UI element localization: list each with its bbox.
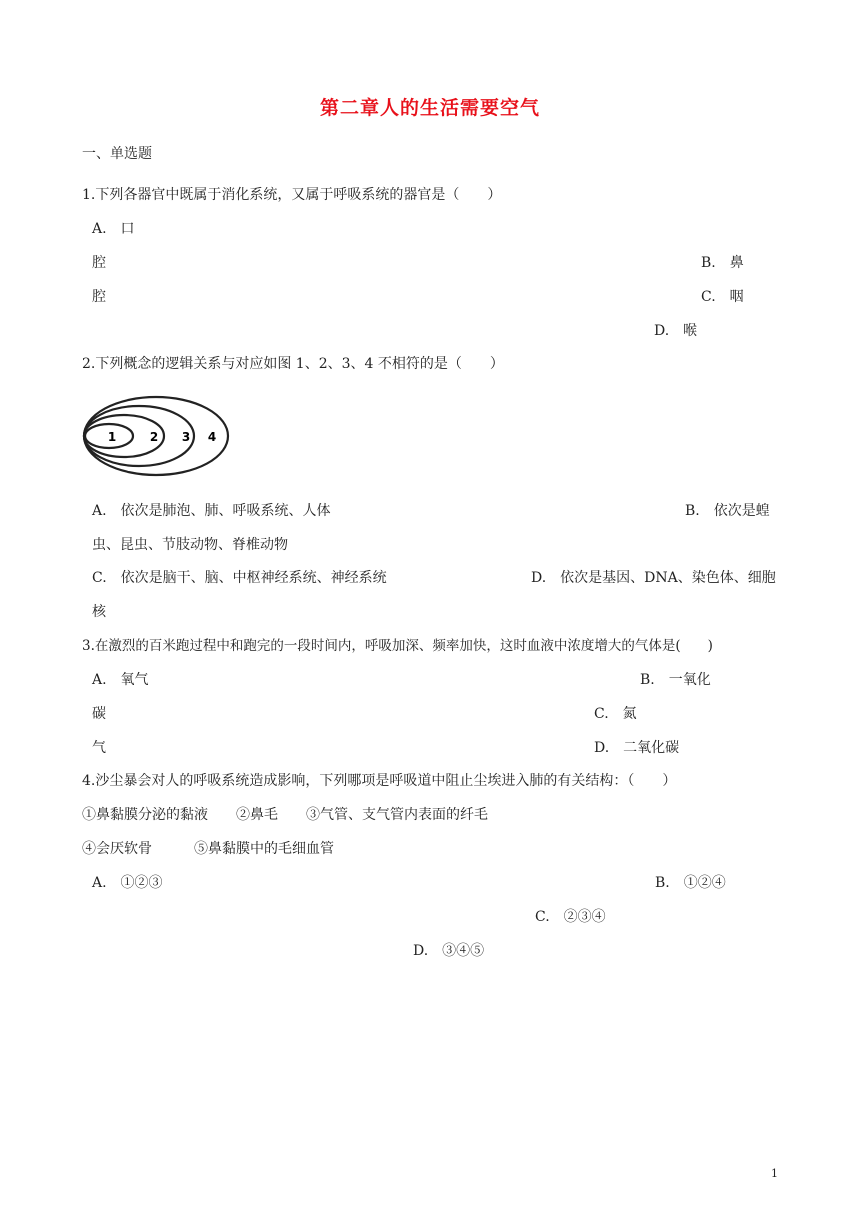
q2-option-a[interactable]: A. 依次是肺泡、肺、呼吸系统、人体 (92, 503, 331, 519)
q4-option-c[interactable]: C. ②③④ (535, 909, 606, 925)
question-1-stem: 1.下列各器官中既属于消化系统，又属于呼吸系统的器官是（ ） (82, 187, 502, 203)
q2-option-d-cont: 核 (92, 604, 106, 620)
q2-option-d[interactable]: D. 依次是基因、DNA、染色体、细胞 (531, 570, 776, 586)
q2-option-b[interactable]: B. 依次是蝗 (685, 503, 770, 519)
q2-option-c[interactable]: C. 依次是脑干、脑、中枢神经系统、神经系统 (92, 570, 387, 586)
q4-option-a[interactable]: A. ①②③ (92, 875, 163, 891)
q1-option-b[interactable]: B. 鼻 (701, 255, 744, 271)
q3-option-c[interactable]: C. 氮 (594, 706, 637, 722)
ellipse-3 (84, 406, 194, 466)
q1-option-d[interactable]: D. 喉 (654, 323, 698, 339)
q3-option-b-cont: 碳 (92, 706, 106, 722)
q4-option-d[interactable]: D. ③④⑤ (413, 943, 485, 959)
q3-option-a[interactable]: A. 氧气 (92, 672, 149, 688)
page-number: 1 (771, 1167, 778, 1180)
q3-option-d[interactable]: D. 二氧化碳 (594, 740, 680, 756)
figure-label-4: 4 (207, 430, 217, 444)
q1-option-b-cont: 腔 (92, 289, 106, 305)
q2-option-b-cont: 虫、昆虫、节肢动物、脊椎动物 (92, 537, 288, 553)
figure-label-2: 2 (149, 430, 159, 444)
q4-items-line-1: ①鼻黏膜分泌的黏液 ②鼻毛 ③气管、支气管内表面的纤毛 (82, 807, 488, 823)
nested-ellipses-figure (82, 394, 232, 478)
q4-items-line-2: ④会厌软骨 ⑤鼻黏膜中的毛细血管 (82, 841, 334, 857)
question-4-stem: 4.沙尘暴会对人的呼吸系统造成影响，下列哪项是呼吸道中阻止尘埃进入肺的有关结构：（ ） (82, 773, 677, 789)
q1-option-a-cont: 腔 (92, 255, 106, 271)
q3-option-b[interactable]: B. 一氧化 (640, 672, 711, 688)
q1-option-a[interactable]: A. 口 (92, 221, 135, 237)
question-3-stem: 3.在激烈的百米跑过程中和跑完的一段时间内，呼吸加深、频率加快，这时血液中浓度增大的气体是( ) (82, 638, 713, 654)
q1-option-c[interactable]: C. 咽 (701, 289, 744, 305)
q3-option-c-cont: 气 (92, 740, 106, 756)
q4-option-b[interactable]: B. ①②④ (655, 875, 726, 891)
question-2-stem: 2.下列概念的逻辑关系与对应如图 1、2、3、4 不相符的是（ ） (82, 356, 504, 372)
page-title: 第二章人的生活需要空气 (319, 97, 540, 119)
figure-label-3: 3 (181, 430, 191, 444)
figure-label-1: 1 (107, 430, 117, 444)
section-heading: 一、单选题 (82, 146, 152, 162)
